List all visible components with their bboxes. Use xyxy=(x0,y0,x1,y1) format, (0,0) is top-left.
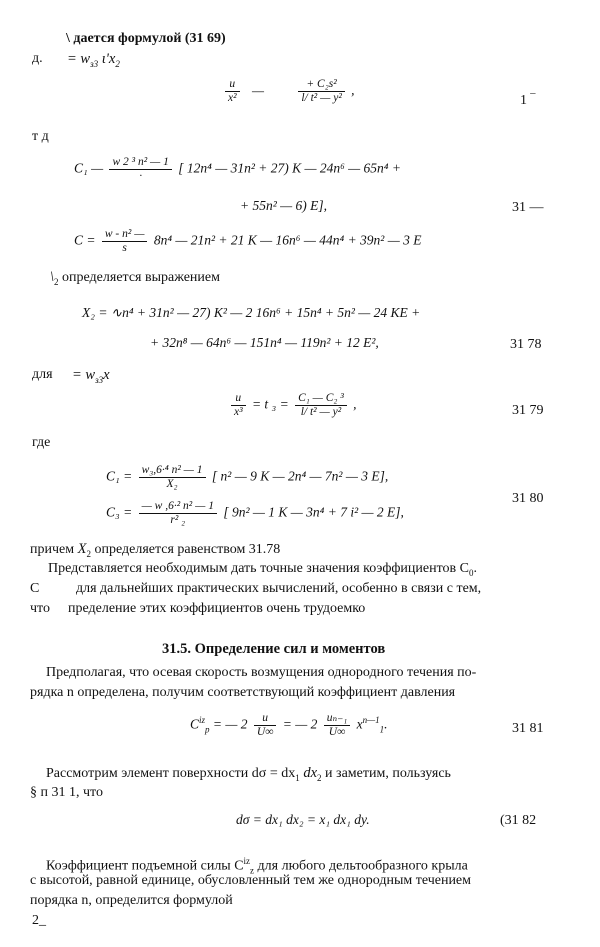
equation-number xyxy=(510,336,542,354)
text-span: 31 81 xyxy=(512,721,544,736)
text-line xyxy=(30,580,39,598)
expression: 8n⁴ — 21n² + 21 K — 16n⁶ — 44n⁴ + 39n² — 3 E xyxy=(153,232,422,248)
subscript: 2 xyxy=(115,58,120,69)
equation-number xyxy=(512,490,544,508)
numerator: C₁ — C₂ ³ xyxy=(298,392,344,404)
expression: [ n² — 9 K — 2n⁴ — 7n² — 3 E], xyxy=(211,468,389,484)
text-span: для дальнейших практических вычислений, особенно в связи с тем, xyxy=(76,581,482,596)
lhs: C = xyxy=(74,232,96,248)
text-span: = w xyxy=(72,367,96,383)
subscript: 1 xyxy=(379,724,385,735)
subscript: z xyxy=(250,865,255,876)
text-line xyxy=(30,600,50,618)
equation-number xyxy=(512,720,544,738)
subscript: 0 xyxy=(468,567,474,578)
denominator: X₂ xyxy=(139,477,206,491)
text-span: порядка n, определится формулой xyxy=(30,893,233,908)
equation-4-line-1 xyxy=(82,305,420,321)
lhs: C xyxy=(190,716,200,732)
expression: + 55n² — 6) E], xyxy=(240,198,328,213)
text-span: dx xyxy=(299,765,318,781)
fraction xyxy=(225,78,240,105)
superscript: iz xyxy=(243,856,251,866)
text-line xyxy=(32,128,49,146)
lhs: C₁ = xyxy=(106,468,133,484)
text-line xyxy=(30,872,471,890)
text-line xyxy=(32,50,43,68)
denominator: x² xyxy=(225,91,240,105)
text-span: . xyxy=(473,561,477,576)
text-span: 31 79 xyxy=(512,403,544,418)
text-line xyxy=(50,268,220,291)
text-span: Рассмотрим элемент поверхности dσ = dx xyxy=(46,766,296,781)
equation-1 xyxy=(222,78,355,105)
operator: = t ₃ = xyxy=(251,396,289,412)
text-span: (31 82 xyxy=(500,813,537,828)
denominator: s xyxy=(102,241,148,255)
equation-4-line-2 xyxy=(150,335,379,351)
punctuation: , xyxy=(351,82,355,98)
denominator: l/ t² — y² xyxy=(295,405,347,419)
text-span: где xyxy=(32,435,51,450)
equation-number xyxy=(512,199,544,217)
text-span: причем xyxy=(30,542,75,557)
denominator: l/ t² — y² xyxy=(298,91,344,105)
text-span: 31 80 xyxy=(512,491,544,506)
text-span: и заметим, пользуясь xyxy=(321,766,451,781)
lhs: C₃ = xyxy=(106,504,133,520)
numerator: w 2 ³ n² — 1 xyxy=(112,156,169,168)
text-span: с высотой, равной единице, обусловленный тем же однородным течением xyxy=(30,873,472,888)
fraction xyxy=(231,392,246,419)
equation-6-line-2 xyxy=(106,500,404,527)
text-span: определяется равенством 31.78 xyxy=(90,542,281,557)
subscript: 2 xyxy=(54,276,59,287)
superscript: n—1 xyxy=(362,715,380,726)
text-span: C xyxy=(30,581,40,596)
text-line xyxy=(68,600,365,618)
variable: X xyxy=(77,541,87,557)
formula-inline xyxy=(72,366,110,389)
fraction xyxy=(295,392,347,419)
text-span: т д xyxy=(32,129,49,144)
equation-6-line-1 xyxy=(106,464,388,491)
text-line xyxy=(46,664,476,682)
subscript: 2 xyxy=(317,772,322,783)
text-span: \ xyxy=(50,269,55,285)
text-span: 31 — xyxy=(512,200,544,215)
text-line xyxy=(30,892,233,910)
text-span: Коэффициент подъемной силы C xyxy=(46,858,244,874)
punctuation: , xyxy=(353,396,357,412)
subscript: 2 xyxy=(86,548,91,559)
equation-5 xyxy=(228,392,357,419)
text-span: Предполагая, что осевая скорость возмущения однородного течения по- xyxy=(46,665,477,680)
subscript: 1 xyxy=(295,772,300,783)
equation-number xyxy=(500,812,536,830)
operator: = — 2 xyxy=(282,716,318,732)
subscript: p xyxy=(205,724,210,735)
variable: x xyxy=(356,716,363,732)
subscript: з3 xyxy=(95,374,104,385)
equation-7 xyxy=(190,712,388,739)
equation-8 xyxy=(236,812,370,828)
expression: [ 12n⁴ — 31n² + 27) K — 24n⁶ — 65n⁴ + xyxy=(178,160,401,176)
text-span: 1 ‾ xyxy=(520,93,536,108)
numerator: uₙ₋₁ xyxy=(326,712,348,724)
punctuation: . xyxy=(384,716,388,732)
operator: — xyxy=(251,82,264,98)
numerator: u xyxy=(235,392,242,404)
text-span: ι'x xyxy=(101,51,116,67)
fraction xyxy=(102,228,148,255)
text-span: 31 78 xyxy=(510,337,542,352)
numerator: w - n² — xyxy=(104,228,145,240)
expression: X₂ = ∿n⁴ + 31n² — 27) K² — 2 16n⁶ + 15n⁴ + 5n² — 24 KE + xyxy=(82,305,421,320)
text-span: что xyxy=(30,601,50,616)
equation-number xyxy=(520,92,535,110)
text-line xyxy=(48,560,477,582)
denominator: U∞ xyxy=(254,725,277,739)
denominator: r² ₂ xyxy=(139,513,217,527)
equation-3 xyxy=(74,228,421,255)
text-span: пределение этих коэффициентов очень трудоемко xyxy=(68,601,366,616)
numerator: w₃,6·⁴ n² — 1 xyxy=(141,464,203,476)
text-span: = w xyxy=(67,51,91,67)
denominator: x³ xyxy=(231,405,246,419)
text-span: x xyxy=(103,367,110,383)
numerator: — w ,6·² n² — 1 xyxy=(141,500,214,512)
equation-2-continued xyxy=(240,198,327,214)
expression: [ 9n² — 1 K — 3n⁴ + 7 i² — 2 E], xyxy=(223,504,404,520)
fraction xyxy=(324,712,350,739)
text-span: д. xyxy=(32,51,43,66)
text-line xyxy=(30,684,455,702)
text-span: для любого дельтообразного крыла xyxy=(254,858,468,874)
text-span: Представляется необходимым дать точные значения коэффициентов C xyxy=(48,561,469,576)
lhs: C₁ — xyxy=(74,160,104,176)
formula-inline xyxy=(67,50,120,73)
text-line xyxy=(32,366,53,384)
text-line xyxy=(30,784,103,802)
expression: + 32n⁸ — 64n⁶ — 151n⁴ — 119n² + 12 E², xyxy=(150,335,379,350)
fraction xyxy=(139,464,206,491)
fraction xyxy=(298,78,344,105)
text-line xyxy=(32,434,50,452)
fraction xyxy=(254,712,277,739)
text-line xyxy=(76,580,481,598)
expression: dσ = dx₁ dx₂ = x₁ dx₁ dy. xyxy=(236,812,370,827)
numerator: u xyxy=(262,712,269,724)
subscript: з3 xyxy=(90,58,99,69)
section-heading xyxy=(162,640,385,658)
text-line xyxy=(46,764,451,787)
text-span: определяется выражением xyxy=(58,270,220,285)
equation-2 xyxy=(74,156,401,183)
text-span: 2_ xyxy=(32,913,46,928)
numerator: + C₂s² xyxy=(306,78,337,90)
fraction xyxy=(139,500,217,527)
text-line xyxy=(66,30,226,48)
numerator: u xyxy=(229,78,236,90)
text-span: для xyxy=(32,367,53,382)
text-span: рядка n определена, получим соответствующий коэффициент давления xyxy=(30,685,456,700)
operator: = — 2 xyxy=(212,716,248,732)
text-span: § п 31 1, что xyxy=(30,785,103,800)
denominator: · xyxy=(109,169,171,183)
text-span: 31.5. Определение сил и моментов xyxy=(162,641,386,657)
equation-number xyxy=(512,402,544,420)
denominator: U∞ xyxy=(324,725,350,739)
text-line xyxy=(32,912,46,930)
superscript: iz xyxy=(199,715,206,726)
text-span: \ дается формулой (31 69) xyxy=(66,31,226,46)
fraction xyxy=(109,156,171,183)
